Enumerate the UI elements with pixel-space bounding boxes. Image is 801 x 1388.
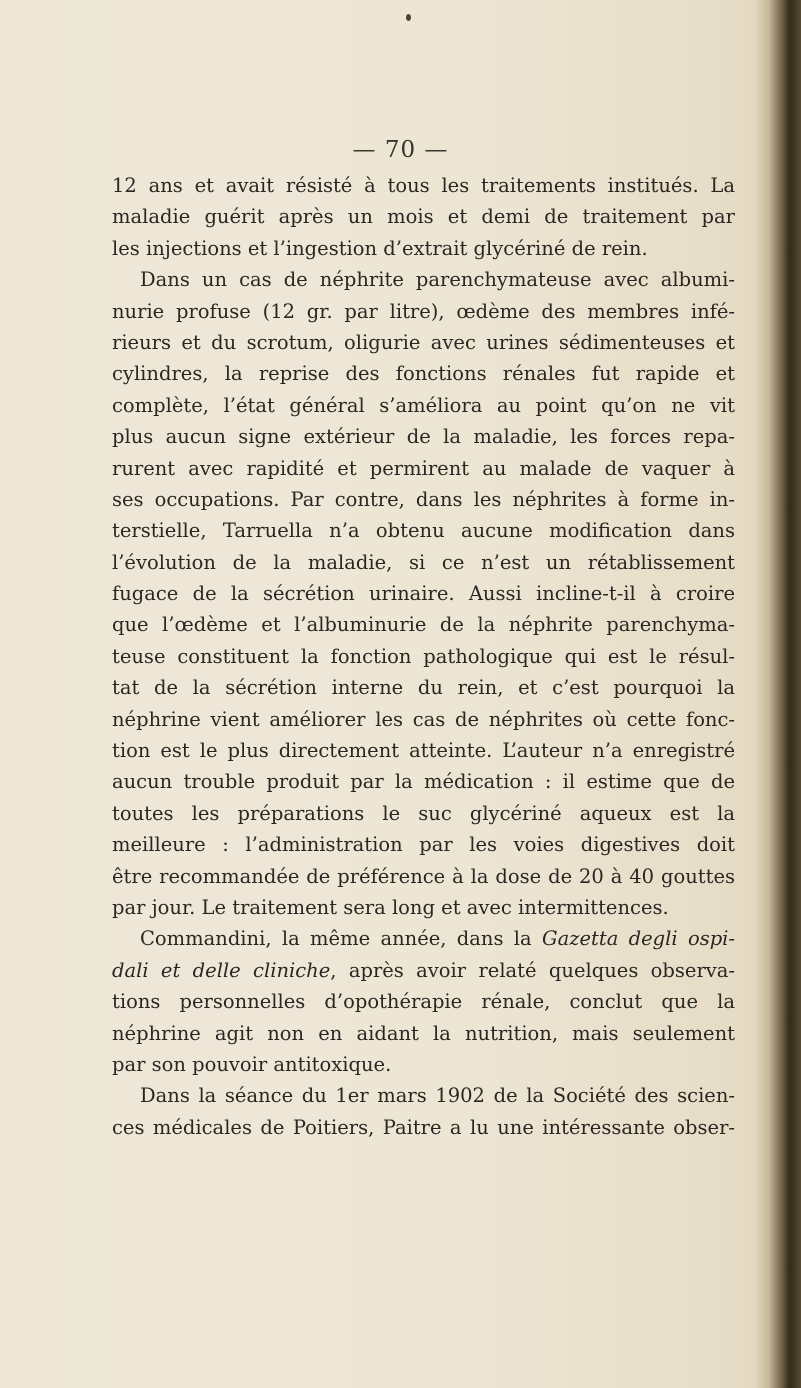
text-line: ces médicales de Poitiers, Paitre a lu une intéressante obser- [112, 1115, 735, 1139]
journal-title: dali et delle cliniche [112, 958, 331, 982]
text-line: néphrine agit non en aidant la nutrition, mais seulement [112, 1021, 735, 1045]
text-line: complète, l’état général s’améliora au point qu’on ne vit [112, 393, 735, 417]
text-line: nurie profuse (12 gr. par litre), œdème des membres infé- [112, 299, 735, 323]
text-line: Dans la séance du 1er mars 1902 de la Société des scien- [140, 1084, 735, 1108]
text-line: maladie guérit après un mois et demi de traitement par [112, 205, 735, 229]
page-binding-edge [755, 0, 801, 1388]
text-line: Commandini, la même année, dans la Gazetta degli ospi- [140, 927, 736, 951]
text-line: tions personnelles d’opothérapie rénale, conclut que la [112, 990, 735, 1014]
text-line: tat de la sécrétion interne du rein, et c’est pourquoi la [112, 676, 735, 700]
journal-title: Gazetta degli ospi- [542, 927, 736, 951]
text-line: être recommandée de préférence à la dose de 20 à 40 gouttes [112, 864, 735, 888]
text-line: plus aucun signe extérieur de la maladie, les forces repa- [112, 425, 735, 449]
text-line: néphrine vient améliorer les cas de néphrites où cette fonc- [112, 707, 735, 731]
text-line: teuse constituent la fonction pathologique qui est le résul- [112, 644, 735, 668]
text-line: dali et delle cliniche, après avoir relaté quelques observa- [112, 958, 735, 982]
body-text [112, 170, 735, 1143]
text-line: toutes les préparations le suc glycériné aqueux est la [112, 801, 735, 825]
text-line: 12 ans et avait résisté à tous les traitements institués. La [112, 174, 735, 197]
text-line: meilleure : l’administration par les voies digestives doit [112, 833, 735, 857]
text-line: que l’œdème et l’albuminurie de la néphrite parenchyma- [112, 613, 735, 637]
text-line: cylindres, la reprise des fonctions rénales fut rapide et [112, 362, 735, 386]
text-line: aucun trouble produit par la médication : il estime que de [112, 770, 735, 794]
text-line: Dans un cas de néphrite parenchymateuse avec albumi- [140, 268, 735, 292]
text-line: par son pouvoir antitoxique. [112, 1052, 392, 1076]
text-line: par jour. Le traitement sera long et avec intermittences. [112, 895, 669, 919]
text-line: tion est le plus directement atteinte. L’auteur n’a enregistré [112, 739, 735, 763]
page-number: — 70 — [352, 137, 449, 163]
text-line: ses occupations. Par contre, dans les néphrites à forme in- [112, 487, 735, 511]
ink-speck [406, 14, 411, 21]
text-line: les injections et l’ingestion d’extrait glycériné de rein. [112, 236, 648, 260]
text-line: rieurs et du scrotum, oligurie avec urines sédimenteuses et [112, 330, 735, 354]
text-line: l’évolution de la maladie, si ce n’est un rétablissement [112, 550, 735, 574]
text-line: rurent avec rapidité et permirent au malade de vaquer à [112, 456, 735, 480]
text-line: terstielle, Tarruella n’a obtenu aucune modification dans [112, 519, 735, 543]
text-line: fugace de la sécrétion urinaire. Aussi incline-t-il à croire [112, 582, 735, 606]
